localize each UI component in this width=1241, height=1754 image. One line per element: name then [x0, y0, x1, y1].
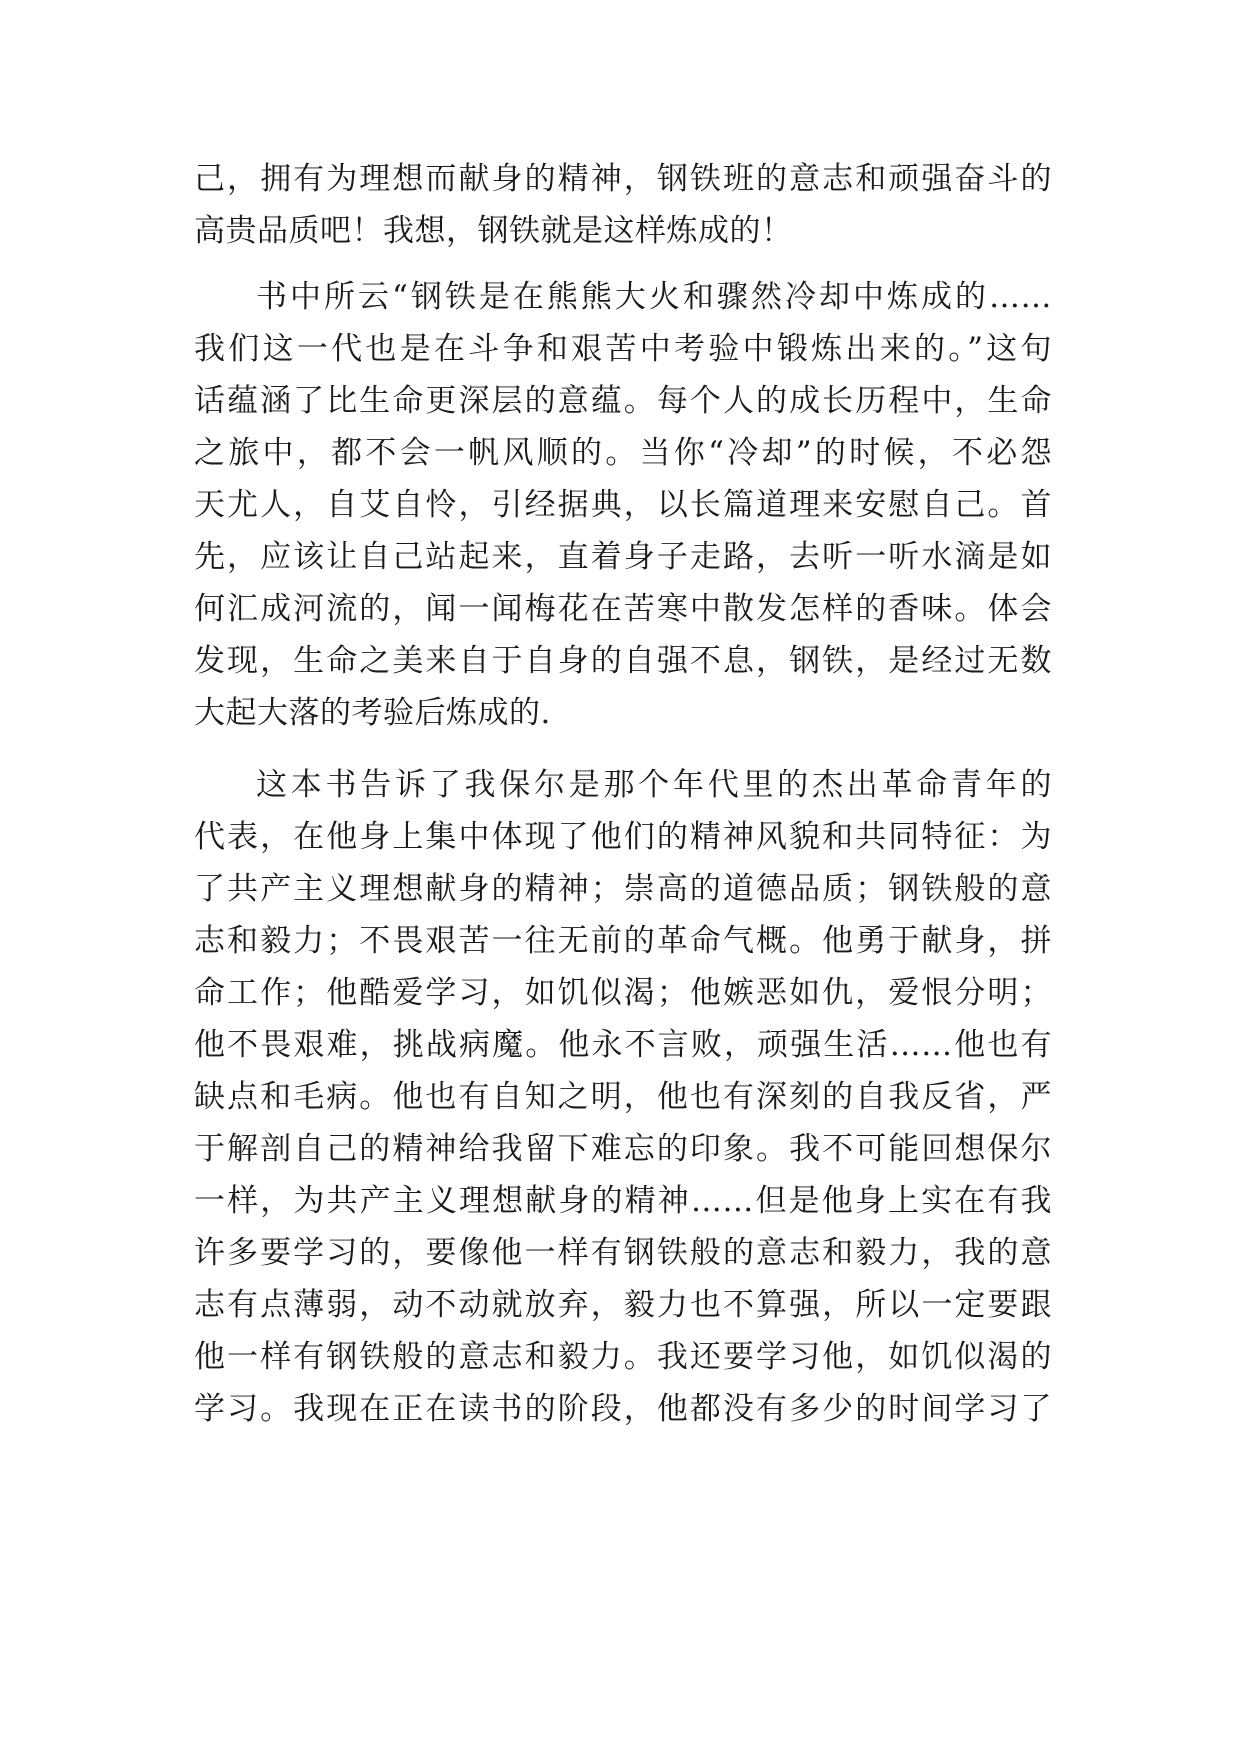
text-line: 于解剖自己的精神给我留下难忘的印象。我不可能回想保尔	[194, 1131, 1052, 1167]
document-body	[194, 153, 1052, 1435]
paragraph	[194, 759, 1052, 1435]
text-line: 学习。我现在正在读书的阶段，他都没有多少的时间学习了	[194, 1391, 1052, 1427]
text-line: 许多要学习的，要像他一样有钢铁般的意志和毅力，我的意	[194, 1235, 1052, 1271]
text-line: 志和毅力；不畏艰苦一往无前的革命气概。他勇于献身，拼	[194, 923, 1052, 959]
text-line: 我们这一代也是在斗争和艰苦中考验中锻炼出来的。”这句	[194, 331, 1052, 367]
text-line: 书中所云“钢铁是在熊熊大火和骤然冷却中炼成的……	[256, 279, 1052, 315]
text-line: 大起大落的考验后炼成的.	[194, 695, 551, 731]
text-line: 高贵品质吧！我想，钢铁就是这样炼成的！	[194, 213, 793, 249]
paragraph-gap	[194, 257, 1052, 271]
text-line: 志有点薄弱，动不动就放弃，毅力也不算强，所以一定要跟	[194, 1287, 1052, 1323]
text-line: 了共产主义理想献身的精神；崇高的道德品质；钢铁般的意	[194, 871, 1052, 907]
text-line: 一样，为共产主义理想献身的精神……但是他身上实在有我	[194, 1183, 1052, 1219]
text-line: 之旅中，都不会一帆风顺的。当你“冷却”的时候，不必怨	[194, 435, 1052, 471]
text-line: 他一样有钢铁般的意志和毅力。我还要学习他，如饥似渴的	[194, 1339, 1052, 1375]
paragraph-gap	[194, 739, 1052, 759]
text-line: 己，拥有为理想而献身的精神，钢铁班的意志和顽强奋斗的	[194, 161, 1052, 197]
text-line: 这本书告诉了我保尔是那个年代里的杰出革命青年的	[256, 767, 1052, 803]
text-line: 发现，生命之美来自于自身的自强不息，钢铁，是经过无数	[194, 643, 1052, 679]
paragraph	[194, 153, 1052, 257]
text-line: 先，应该让自己站起来，直着身子走路，去听一听水滴是如	[194, 539, 1052, 575]
paragraph	[194, 271, 1052, 739]
text-line: 话蕴涵了比生命更深层的意蕴。每个人的成长历程中，生命	[194, 383, 1052, 419]
text-line: 代表，在他身上集中体现了他们的精神风貌和共同特征：为	[194, 819, 1052, 855]
text-line: 他不畏艰难，挑战病魔。他永不言败，顽强生活……他也有	[194, 1027, 1052, 1063]
text-line: 命工作；他酷爱学习，如饥似渴；他嫉恶如仇，爱恨分明；	[194, 975, 1052, 1011]
text-line: 天尤人，自艾自怜，引经据典，以长篇道理来安慰自己。首	[194, 487, 1052, 523]
text-line: 何汇成河流的，闻一闻梅花在苦寒中散发怎样的香味。体会	[194, 591, 1052, 627]
text-line: 缺点和毛病。他也有自知之明，他也有深刻的自我反省，严	[194, 1079, 1052, 1115]
